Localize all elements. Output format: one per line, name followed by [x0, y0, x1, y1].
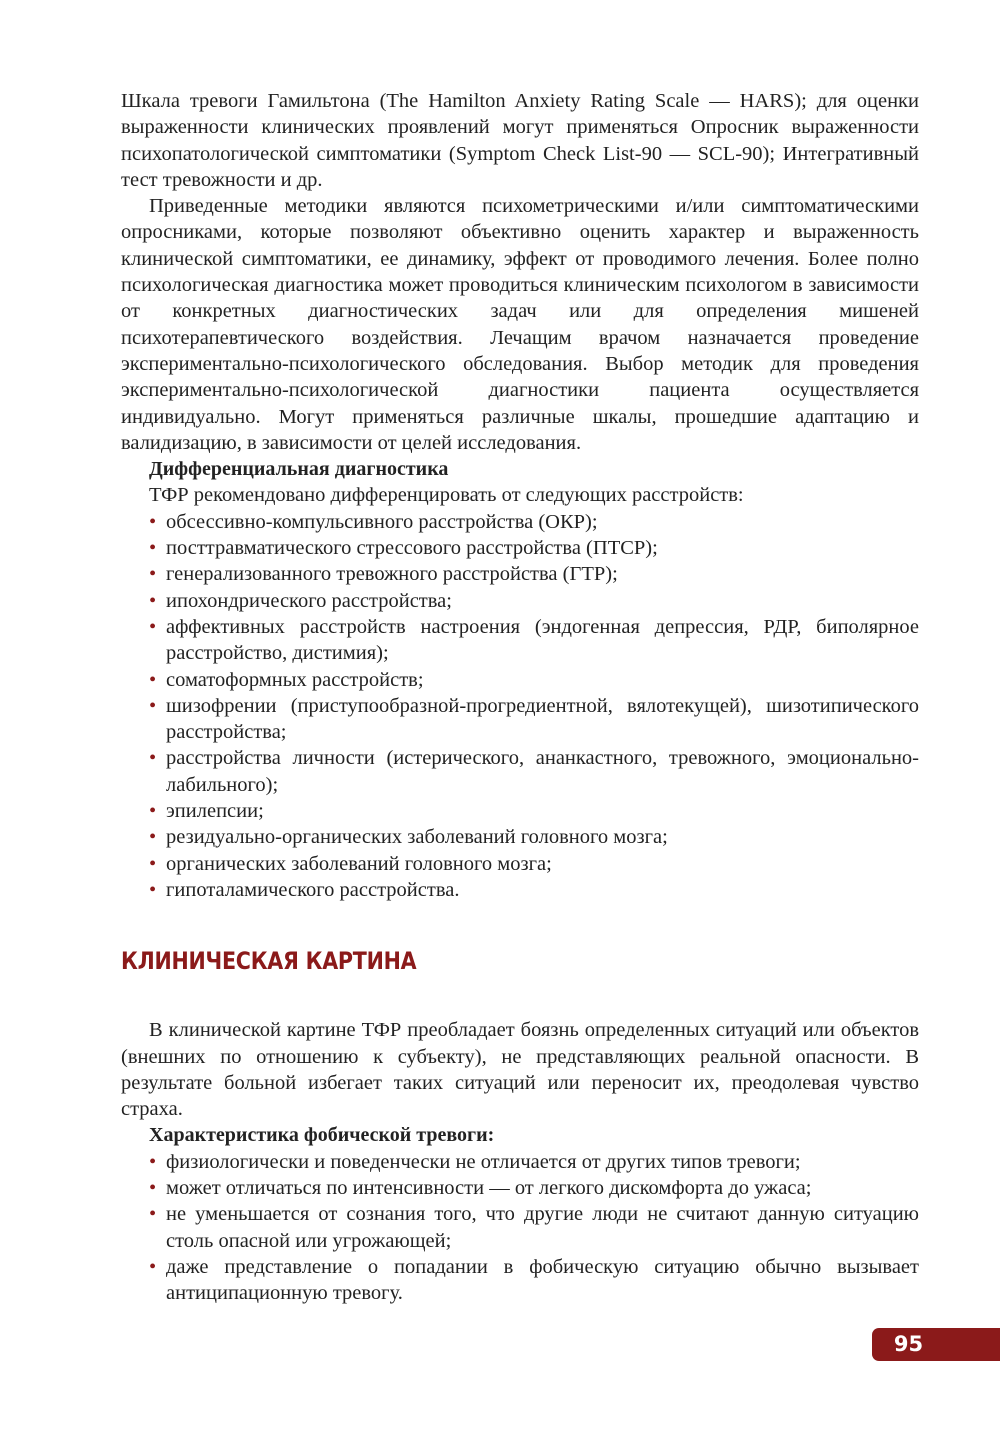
list-item: • обсессивно-компульсивного расстройства (ОКР); [149, 509, 919, 535]
list-item: • резидуально-органических заболеваний головного мозга; [149, 824, 919, 850]
bullet-icon: • [149, 747, 157, 770]
characteristics-heading: Характеристика фобической тревоги: [149, 1124, 495, 1147]
bullet-icon: • [149, 1176, 157, 1199]
list-item: • посттравматического стрессового расстройства (ПТСР); [149, 535, 919, 561]
bullet-icon: • [149, 1150, 157, 1173]
list-item: • не уменьшается от сознания того, что другие люди не считают данную ситуацию столь опасной или угрожающей; [149, 1203, 919, 1252]
differential-heading: Дифференциальная диагностика [149, 458, 449, 481]
list-item: • шизофрении (приступообразной-прогредиентной, вялотекущей), шизотипического расстройства; [149, 694, 919, 744]
list-item: • эпилепсии; [149, 798, 919, 824]
bullet-icon: • [149, 668, 157, 691]
list-item: • гипоталамического расстройства. [149, 877, 919, 903]
list-item: • аффективных расстройств настроения (эндогенная депрессия, РДР, биполярное расстройство, дистимия); [149, 615, 919, 665]
bullet-icon: • [149, 1255, 157, 1278]
bullet-icon: • [149, 826, 157, 849]
bullet-icon: • [149, 878, 157, 901]
bullet-icon: • [149, 537, 157, 560]
section-title: КЛИНИЧЕСКАЯ КАРТИНА [121, 947, 417, 976]
differential-lead: ТФР рекомендовано дифференцировать от следующих расстройств: [149, 484, 744, 507]
characteristics-list [121, 1149, 919, 1307]
list-item: • может отличаться по интенсивности — от легкого дискомфорта до ужаса; [149, 1175, 919, 1201]
clinical-paragraph: В клинической картине ТФР преобладает боязнь определенных ситуаций или объектов (внешних по отношению к субъекту), не представляющих реальной опасности. В результате больной избегает таких ситуаций или переносит их, преодолевая чувство страха. [121, 1019, 919, 1121]
bullet-icon: • [149, 510, 157, 533]
list-item: • даже представление о попадании в фобическую ситуацию обычно вызывает антиципационную тревогу. [149, 1255, 919, 1305]
bullet-icon: • [149, 852, 157, 875]
list-item: • органических заболеваний головного мозга; [149, 851, 919, 877]
methods-paragraph: Приведенные методики являются психометрическими и/или симптоматическими опросниками, которые позволяют объективно оценить характер и выраженность клинической симптоматики, ее динамику, эффект от проводимого лечения. Более полно психологическая диагностика может проводиться клиническим психологом в зависимости от конкретных диагностических задач или для определения мишеней психотерапевтического воздействия. Лечащим врачом назначается проведение экспериментально-психологического обследования. Выбор методик для проведения экспериментально-психологической диагностики пациента осуществляется индивидуально. Могут применяться различные шкалы, прошедшие адаптацию и валидизацию, в зависимости от целей исследования. [121, 195, 919, 454]
page-content [121, 88, 919, 1306]
list-item: • соматоформных расстройств; [149, 667, 919, 693]
page-number: 95 [893, 1332, 924, 1356]
bullet-icon: • [149, 563, 157, 586]
differential-list [121, 509, 919, 903]
list-item: • расстройства личности (истерического, ананкастного, тревожного, эмоционально-лабильного); [149, 747, 919, 796]
bullet-icon: • [149, 1203, 157, 1226]
intro-paragraph: Шкала тревоги Гамильтона (The Hamilton Anxiety Rating Scale — HARS); для оценки выраженности клинических проявлений могут применяться Опросник выраженности психопатологической симптоматики (Symptom Check List-90 — SCL-90); Интегративный тест тревожности и др. [121, 90, 919, 191]
bullet-icon: • [149, 694, 157, 717]
list-item: • физиологически и поведенчески не отличается от других типов тревоги; [149, 1149, 919, 1175]
bullet-icon: • [149, 615, 157, 638]
list-item: • генерализованного тревожного расстройства (ГТР); [149, 561, 919, 587]
page-number-tab [872, 1328, 1000, 1361]
bullet-icon: • [149, 800, 157, 823]
list-item: • ипохондрического расстройства; [149, 588, 919, 614]
bullet-icon: • [149, 589, 157, 612]
